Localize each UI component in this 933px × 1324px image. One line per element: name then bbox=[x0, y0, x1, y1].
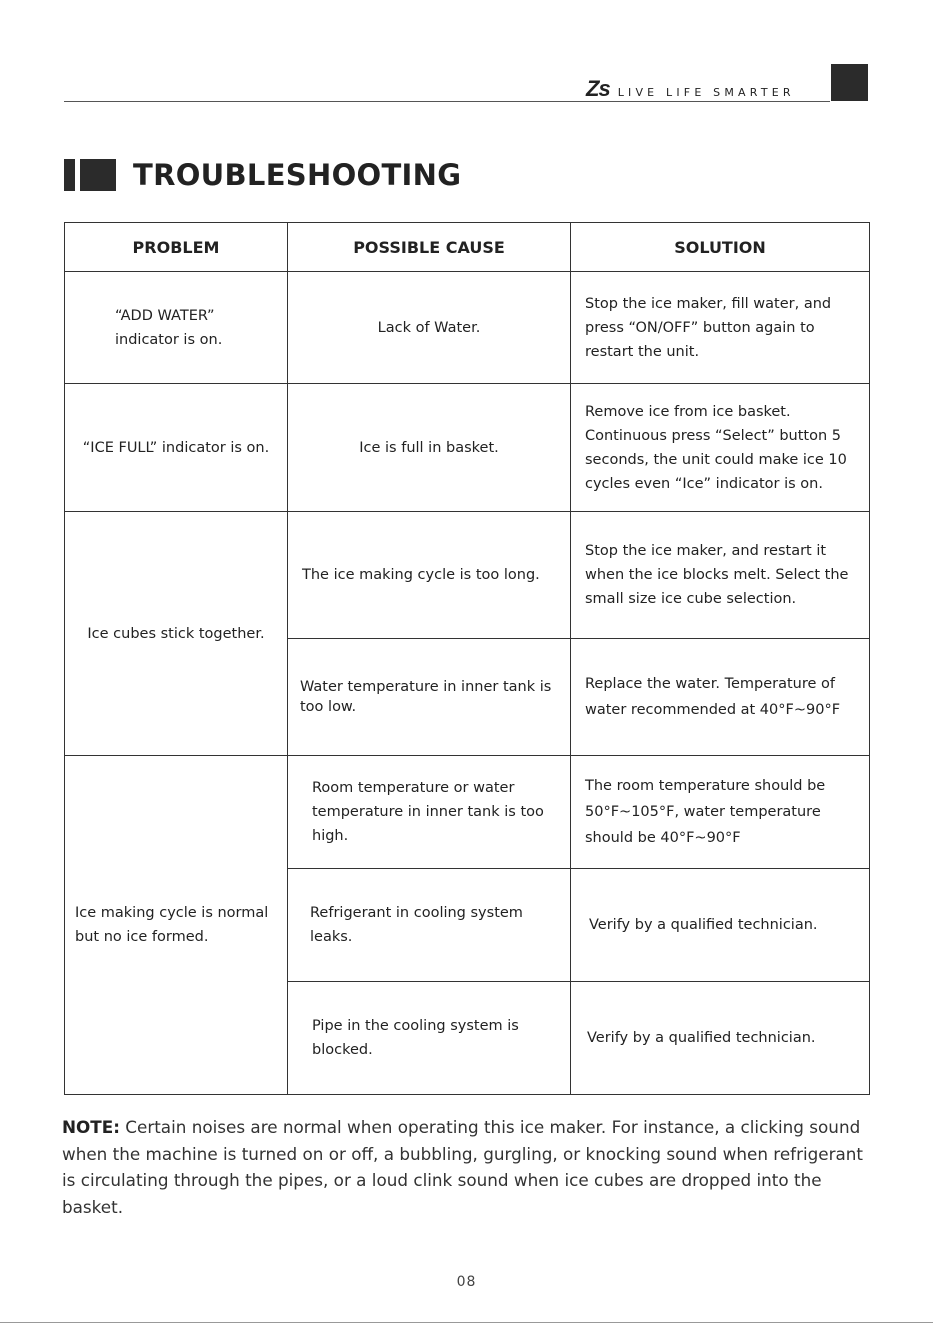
heading-bar-large bbox=[80, 159, 116, 191]
table-row bbox=[65, 384, 870, 512]
solution-cell bbox=[571, 512, 870, 639]
solution-text: Replace the water. Temperature of water recommended at 40°F~90°F bbox=[585, 676, 841, 718]
header-divider bbox=[64, 101, 830, 102]
solution-cell bbox=[571, 384, 870, 512]
solution-text: Remove ice from ice basket. Continuous press “Select” button 5 seconds, the unit could make ice 10 cycles even “Ice” indicator is on. bbox=[585, 403, 847, 492]
table-row bbox=[65, 272, 870, 384]
cause-text: Refrigerant in cooling system leaks. bbox=[310, 905, 523, 945]
cause-cell bbox=[288, 756, 571, 869]
cause-text: Water temperature in inner tank is too low. bbox=[300, 679, 552, 715]
column-header-solution: SOLUTION bbox=[571, 223, 870, 272]
cause-text: Room temperature or water temperature in inner tank is too high. bbox=[312, 780, 544, 844]
note-paragraph bbox=[62, 1114, 874, 1221]
brand-tagline: LIVE LIFE SMARTER bbox=[617, 86, 795, 99]
brand-logo: Zs bbox=[586, 76, 610, 101]
problem-cell bbox=[65, 512, 288, 756]
solution-cell bbox=[571, 639, 870, 756]
problem-cell bbox=[65, 756, 288, 1095]
corner-block bbox=[831, 64, 868, 101]
solution-cell bbox=[571, 756, 870, 869]
brand bbox=[586, 76, 795, 102]
troubleshooting-table bbox=[64, 222, 870, 1095]
cause-cell bbox=[288, 384, 571, 512]
problem-cell bbox=[65, 272, 288, 384]
page-title: TROUBLESHOOTING bbox=[133, 158, 462, 192]
cause-text: Ice is full in basket. bbox=[359, 439, 499, 456]
problem-text: “ICE FULL” indicator is on. bbox=[82, 439, 270, 456]
cause-cell bbox=[288, 639, 571, 756]
solution-text: Stop the ice maker, fill water, and press “ON/OFF” button again to restart the unit. bbox=[585, 295, 832, 360]
cause-cell bbox=[288, 982, 571, 1095]
note-label: NOTE: bbox=[62, 1117, 120, 1137]
cause-cell bbox=[288, 272, 571, 384]
cause-text: Pipe in the cooling system is blocked. bbox=[312, 1018, 519, 1058]
problem-cell bbox=[65, 384, 288, 512]
solution-text: Stop the ice maker, and restart it when the ice blocks melt. Select the small size ice cube selection. bbox=[585, 543, 849, 607]
solution-text: Verify by a qualified technician. bbox=[589, 917, 818, 933]
section-heading bbox=[64, 158, 461, 192]
solution-text: Verify by a qualified technician. bbox=[587, 1030, 816, 1046]
problem-text: Ice cubes stick together. bbox=[87, 625, 265, 642]
table-row bbox=[65, 756, 870, 869]
cause-text: Lack of Water. bbox=[377, 319, 481, 336]
problem-text: Ice making cycle is normal but no ice formed. bbox=[75, 905, 269, 945]
problem-text: “ADD WATER” indicator is on. bbox=[115, 307, 223, 348]
solution-text: The room temperature should be 50°F~105°F, water temperature should be 40°F~90°F bbox=[585, 778, 826, 846]
column-header-cause: POSSIBLE CAUSE bbox=[288, 223, 571, 272]
table-row bbox=[65, 512, 870, 639]
heading-bar-small bbox=[64, 159, 75, 191]
table-header-row bbox=[65, 223, 870, 272]
solution-cell bbox=[571, 982, 870, 1095]
solution-cell bbox=[571, 869, 870, 982]
footer-divider bbox=[0, 1322, 933, 1323]
cause-text: The ice making cycle is too long. bbox=[302, 567, 540, 583]
cause-cell bbox=[288, 512, 571, 639]
column-header-problem: PROBLEM bbox=[65, 223, 288, 272]
cause-cell bbox=[288, 869, 571, 982]
page-number: 08 bbox=[456, 1274, 477, 1290]
solution-cell bbox=[571, 272, 870, 384]
note-text: Certain noises are normal when operating this ice maker. For instance, a clicking sound when the machine is turned on or off, a bubbling, gurgling, or knocking sound when refrigerant is circulating through the pipes, or a loud clink sound when ice cubes are dropped into the basket. bbox=[62, 1117, 864, 1218]
